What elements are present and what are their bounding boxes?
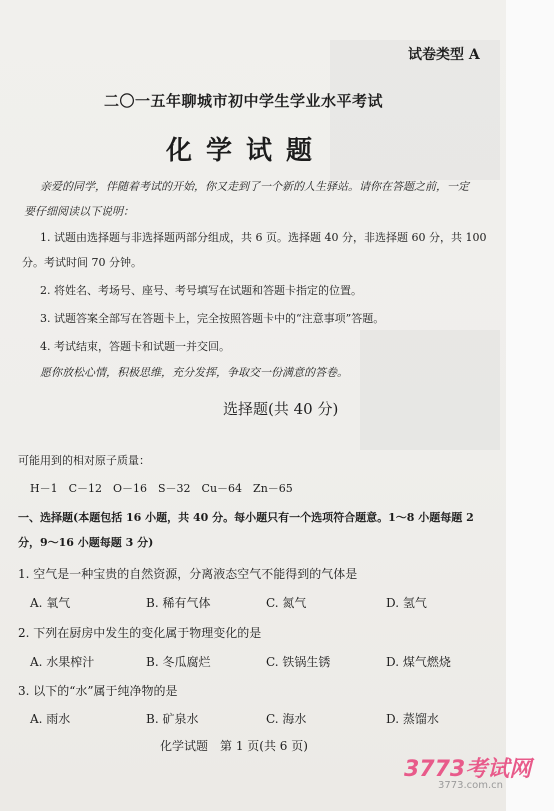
part-heading: 分，9～16 小题每题 3 分) (18, 536, 154, 549)
question-option: B. 稀有气体 (146, 596, 211, 610)
instruction-item: 2. 将姓名、考场号、座号、考号填写在试题和答题卡指定的位置。 (40, 284, 362, 297)
instruction-item: 4. 考试结束，答题卡和试题一并交回。 (40, 340, 230, 353)
question-option: A. 氧气 (30, 596, 71, 610)
instruction-item: 分。考试时间 70 分钟。 (22, 256, 142, 269)
closing-wish: 愿你放松心情，积极思维，充分发挥，争取交一份满意的答卷。 (40, 366, 348, 379)
question-stem: 1. 空气是一种宝贵的自然资源，分离液态空气不能得到的气体是 (18, 567, 358, 581)
paper-type-label: 试卷类型 A (408, 47, 480, 63)
question-option: C. 海水 (266, 712, 307, 726)
atomic-mass-values: H－1 C－12 O－16 S－32 Cu－64 Zn－65 (30, 482, 293, 495)
section-title: 选择题(共 40 分) (223, 400, 339, 418)
question-option: B. 冬瓜腐烂 (146, 655, 211, 669)
bleed-through-shadow (360, 330, 500, 450)
watermark-url: 3773.com.cn (438, 780, 503, 791)
intro-line: 要仔细阅读以下说明： (24, 205, 134, 218)
instruction-item: 1. 试题由选择题与非选择题两部分组成，共 6 页。选择题 40 分，非选择题 60 分，共 100 (40, 231, 487, 244)
page-footer: 化学试题 第 1 页(共 6 页) (160, 739, 308, 753)
question-stem: 2. 下列在厨房中发生的变化属于物理变化的是 (18, 626, 262, 640)
atomic-mass-label: 可能用到的相对原子质量： (18, 454, 150, 467)
question-option: C. 铁锅生锈 (266, 655, 331, 669)
question-option: A. 雨水 (30, 712, 71, 726)
part-heading: 一、选择题(本题包括 16 小题，共 40 分。每小题只有一个选项符合题意。1～8 小题每题 2 (18, 511, 474, 524)
watermark-logo: 3773考试网 (404, 757, 532, 782)
intro-line: 亲爱的同学，伴随着考试的开始，你又走到了一个新的人生驿站。请你在答题之前，一定 (40, 180, 469, 193)
question-option: D. 煤气燃烧 (386, 655, 451, 669)
question-option: B. 矿泉水 (146, 712, 199, 726)
right-margin-strip (506, 0, 554, 811)
instruction-item: 3. 试题答案全部写在答题卡上，完全按照答题卡中的“注意事项”答题。 (40, 312, 385, 325)
question-option: C. 氮气 (266, 596, 307, 610)
question-option: A. 水果榨汁 (30, 655, 95, 669)
exam-title: 二〇一五年聊城市初中学生学业水平考试 (104, 92, 384, 110)
question-option: D. 蒸馏水 (386, 712, 439, 726)
question-stem: 3. 以下的“水”属于纯净物的是 (18, 684, 178, 698)
question-option: D. 氢气 (386, 596, 427, 610)
page-title: 化学试题 (166, 136, 327, 166)
